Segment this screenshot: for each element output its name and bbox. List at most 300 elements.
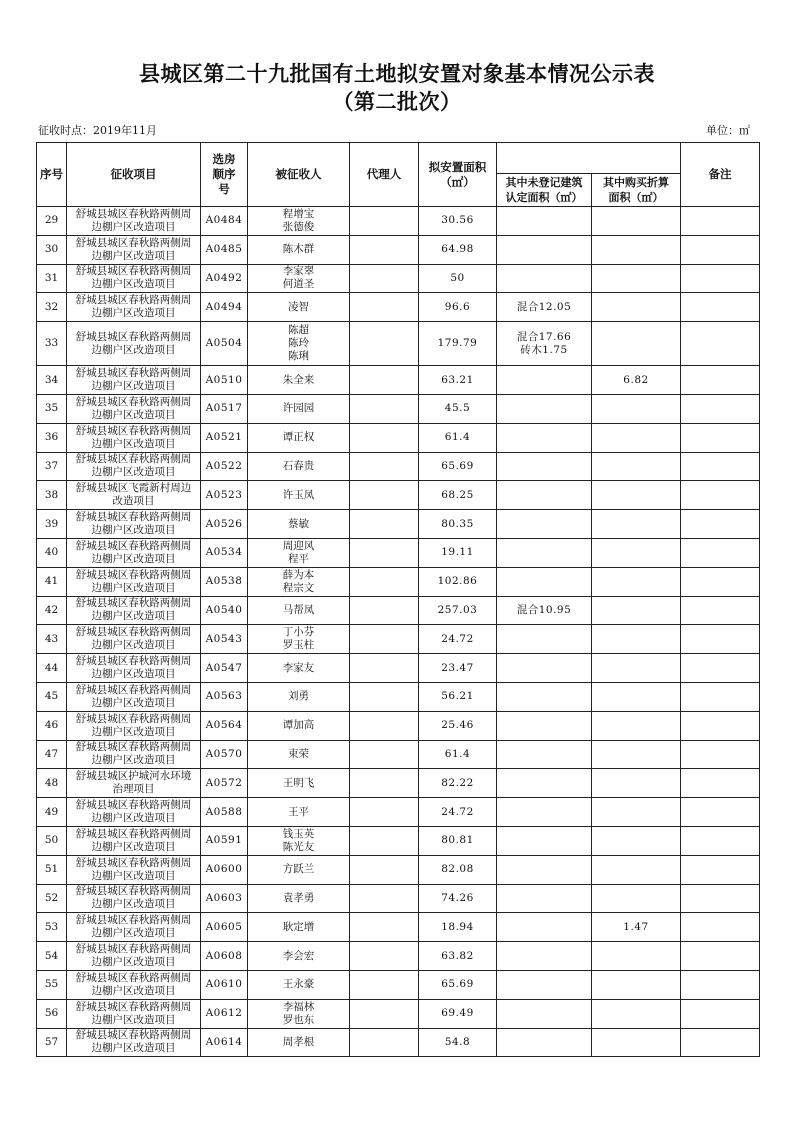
project-line: 舒城县城区护城河水环境 bbox=[75, 770, 192, 783]
cell-unregistered bbox=[497, 596, 592, 625]
cell-room-no: A0492 bbox=[201, 264, 248, 293]
project-line: 舒城县城区飞霞新村周边 bbox=[75, 482, 192, 495]
cell-remark bbox=[681, 970, 760, 999]
cell-unregistered bbox=[497, 913, 592, 942]
table-row bbox=[37, 567, 760, 596]
cell-area: 50 bbox=[419, 264, 497, 293]
project-line: 治理项目 bbox=[112, 783, 155, 796]
cell-room-no: A0588 bbox=[201, 798, 248, 827]
cell-project bbox=[67, 682, 201, 711]
cell-project bbox=[67, 884, 201, 913]
cell-purchase bbox=[592, 682, 681, 711]
table-row bbox=[37, 538, 760, 567]
cell-agent bbox=[350, 942, 419, 971]
cell-person bbox=[248, 913, 350, 942]
cell-area: 24.72 bbox=[419, 798, 497, 827]
cell-project bbox=[67, 207, 201, 236]
cell-agent bbox=[350, 394, 419, 423]
header-agent: 代理人 bbox=[350, 143, 419, 207]
project-line: 改造项目 bbox=[112, 495, 155, 508]
table-row bbox=[37, 740, 760, 769]
unit-label: 单位：㎡ bbox=[706, 124, 750, 137]
cell-room-no: A0538 bbox=[201, 567, 248, 596]
cell-person bbox=[248, 1028, 350, 1057]
cell-project bbox=[67, 510, 201, 539]
person-name: 许园园 bbox=[282, 402, 315, 415]
table-row bbox=[37, 394, 760, 423]
person-name: 石春贵 bbox=[282, 459, 315, 472]
page-subtitle: （第二批次） bbox=[332, 89, 462, 114]
project-line: 舒城县城区春秋路两侧周 bbox=[75, 683, 192, 696]
cell-room-no: A0547 bbox=[201, 654, 248, 683]
header-unregistered: 其中未登记建筑认定面积（㎡） bbox=[497, 174, 592, 207]
cell-seq: 29 bbox=[37, 207, 67, 236]
cell-agent bbox=[350, 855, 419, 884]
cell-room-no: A0485 bbox=[201, 235, 248, 264]
cell-remark bbox=[681, 913, 760, 942]
cell-remark bbox=[681, 481, 760, 510]
cell-seq: 43 bbox=[37, 625, 67, 654]
project-line: 舒城县城区春秋路两侧周 bbox=[75, 741, 192, 754]
cell-unregistered bbox=[497, 711, 592, 740]
cell-unregistered bbox=[497, 682, 592, 711]
cell-purchase bbox=[592, 999, 681, 1028]
header-seq: 序号 bbox=[37, 143, 67, 207]
cell-seq: 41 bbox=[37, 567, 67, 596]
cell-purchase bbox=[592, 452, 681, 481]
project-line: 边棚户区改造项目 bbox=[91, 249, 176, 262]
cell-person bbox=[248, 322, 350, 366]
cell-room-no: A0600 bbox=[201, 855, 248, 884]
cell-unregistered bbox=[497, 625, 592, 654]
cell-agent bbox=[350, 538, 419, 567]
cell-remark bbox=[681, 884, 760, 913]
project-line: 边棚户区改造项目 bbox=[91, 754, 176, 767]
cell-remark bbox=[681, 264, 760, 293]
cell-seq: 34 bbox=[37, 366, 67, 395]
project-line: 边棚户区改造项目 bbox=[91, 869, 176, 882]
cell-room-no: A0572 bbox=[201, 769, 248, 798]
cell-room-no: A0521 bbox=[201, 423, 248, 452]
person-name: 马帮凤 bbox=[282, 603, 315, 616]
project-line: 边棚户区改造项目 bbox=[91, 437, 176, 450]
project-line: 舒城县城区春秋路两侧周 bbox=[75, 1029, 192, 1042]
cell-purchase: 1.47 bbox=[592, 913, 681, 942]
cell-person bbox=[248, 711, 350, 740]
project-line: 舒城县城区春秋路两侧周 bbox=[75, 914, 192, 927]
cell-project bbox=[67, 235, 201, 264]
project-line: 舒城县城区春秋路两侧周 bbox=[75, 395, 192, 408]
cell-project bbox=[67, 1028, 201, 1057]
cell-remark bbox=[681, 366, 760, 395]
cell-remark bbox=[681, 322, 760, 366]
person-name: 谭加高 bbox=[282, 719, 315, 732]
table-row bbox=[37, 1028, 760, 1057]
cell-remark bbox=[681, 855, 760, 884]
cell-agent bbox=[350, 322, 419, 366]
cell-remark bbox=[681, 596, 760, 625]
cell-person bbox=[248, 826, 350, 855]
cell-area: 82.08 bbox=[419, 855, 497, 884]
cell-project bbox=[67, 942, 201, 971]
cell-seq: 52 bbox=[37, 884, 67, 913]
table-row bbox=[37, 769, 760, 798]
cell-agent bbox=[350, 884, 419, 913]
header-remark: 备注 bbox=[681, 143, 760, 207]
table-row bbox=[37, 481, 760, 510]
person-name: 丁小芬 bbox=[282, 626, 315, 639]
cell-unregistered bbox=[497, 826, 592, 855]
cell-area: 18.94 bbox=[419, 913, 497, 942]
cell-project bbox=[67, 740, 201, 769]
cell-remark bbox=[681, 826, 760, 855]
project-line: 边棚户区改造项目 bbox=[91, 466, 176, 479]
header-blank bbox=[497, 143, 681, 174]
cell-room-no: A0526 bbox=[201, 510, 248, 539]
project-line: 边棚户区改造项目 bbox=[91, 812, 176, 825]
cell-person bbox=[248, 452, 350, 481]
cell-seq: 42 bbox=[37, 596, 67, 625]
cell-unregistered bbox=[497, 293, 592, 322]
table-row bbox=[37, 855, 760, 884]
cell-agent bbox=[350, 682, 419, 711]
cell-remark bbox=[681, 625, 760, 654]
cell-area: 54.8 bbox=[419, 1028, 497, 1057]
table-row bbox=[37, 798, 760, 827]
cell-unregistered bbox=[497, 538, 592, 567]
person-name: 耿定增 bbox=[282, 920, 315, 933]
cell-room-no: A0612 bbox=[201, 999, 248, 1028]
cell-room-no: A0494 bbox=[201, 293, 248, 322]
cell-remark bbox=[681, 235, 760, 264]
project-line: 边棚户区改造项目 bbox=[91, 927, 176, 940]
project-line: 边棚户区改造项目 bbox=[91, 610, 176, 623]
cell-unregistered bbox=[497, 1028, 592, 1057]
person-name: 陈木群 bbox=[282, 243, 315, 256]
cell-area: 64.98 bbox=[419, 235, 497, 264]
cell-agent bbox=[350, 481, 419, 510]
person-name: 陈玲 bbox=[288, 337, 309, 350]
cell-seq: 44 bbox=[37, 654, 67, 683]
person-name: 张德俊 bbox=[282, 220, 315, 233]
table-row bbox=[37, 625, 760, 654]
cell-room-no: A0504 bbox=[201, 322, 248, 366]
project-line: 舒城县城区春秋路两侧周 bbox=[75, 943, 192, 956]
cell-remark bbox=[681, 769, 760, 798]
cell-room-no: A0614 bbox=[201, 1028, 248, 1057]
cell-area: 82.22 bbox=[419, 769, 497, 798]
cell-area: 102.86 bbox=[419, 567, 497, 596]
project-line: 边棚户区改造项目 bbox=[91, 725, 176, 738]
cell-remark bbox=[681, 567, 760, 596]
table-row bbox=[37, 264, 760, 293]
project-line: 舒城县城区春秋路两侧周 bbox=[75, 1000, 192, 1013]
cell-area: 96.6 bbox=[419, 293, 497, 322]
person-name: 袁孝勇 bbox=[282, 891, 315, 904]
project-line: 边棚户区改造项目 bbox=[91, 380, 176, 393]
cell-purchase bbox=[592, 235, 681, 264]
cell-purchase bbox=[592, 798, 681, 827]
cell-agent bbox=[350, 913, 419, 942]
cell-person bbox=[248, 884, 350, 913]
cell-remark bbox=[681, 538, 760, 567]
cell-seq: 38 bbox=[37, 481, 67, 510]
project-line: 边棚户区改造项目 bbox=[91, 408, 176, 421]
cell-project bbox=[67, 452, 201, 481]
cell-area: 68.25 bbox=[419, 481, 497, 510]
person-name: 程平 bbox=[288, 552, 309, 565]
cell-agent bbox=[350, 293, 419, 322]
cell-project bbox=[67, 481, 201, 510]
cell-purchase bbox=[592, 423, 681, 452]
table-row bbox=[37, 452, 760, 481]
person-name: 薛为本 bbox=[282, 568, 315, 581]
table-body bbox=[37, 207, 760, 1057]
cell-agent bbox=[350, 264, 419, 293]
cell-area: 257.03 bbox=[419, 596, 497, 625]
cell-seq: 54 bbox=[37, 942, 67, 971]
cell-purchase bbox=[592, 625, 681, 654]
cell-purchase bbox=[592, 293, 681, 322]
cell-area: 45.5 bbox=[419, 394, 497, 423]
cell-unregistered bbox=[497, 567, 592, 596]
person-name: 李福林 bbox=[282, 1000, 315, 1013]
project-line: 舒城县城区春秋路两侧周 bbox=[75, 207, 192, 220]
cell-remark bbox=[681, 682, 760, 711]
cell-seq: 31 bbox=[37, 264, 67, 293]
cell-agent bbox=[350, 740, 419, 769]
cell-purchase bbox=[592, 264, 681, 293]
project-line: 边棚户区改造项目 bbox=[91, 581, 176, 594]
cell-seq: 55 bbox=[37, 970, 67, 999]
person-name: 罗玉柱 bbox=[282, 639, 315, 652]
project-line: 边棚户区改造项目 bbox=[91, 524, 176, 537]
cell-room-no: A0605 bbox=[201, 913, 248, 942]
cell-purchase bbox=[592, 596, 681, 625]
cell-seq: 39 bbox=[37, 510, 67, 539]
table-row bbox=[37, 207, 760, 236]
cell-agent bbox=[350, 596, 419, 625]
person-name: 许玉凤 bbox=[282, 488, 315, 501]
cell-agent bbox=[350, 970, 419, 999]
cell-person bbox=[248, 207, 350, 236]
cell-seq: 51 bbox=[37, 855, 67, 884]
cell-remark bbox=[681, 654, 760, 683]
header-room-no: 选房顺序号 bbox=[201, 143, 248, 207]
unregistered-line: 砖木1.75 bbox=[520, 343, 568, 356]
cell-project bbox=[67, 654, 201, 683]
project-line: 舒城县城区春秋路两侧周 bbox=[75, 856, 192, 869]
cell-agent bbox=[350, 366, 419, 395]
cell-area: 61.4 bbox=[419, 423, 497, 452]
person-name: 程增宝 bbox=[282, 207, 315, 220]
cell-area: 69.49 bbox=[419, 999, 497, 1028]
table-row bbox=[37, 596, 760, 625]
project-line: 舒城县城区春秋路两侧周 bbox=[75, 655, 192, 668]
cell-seq: 35 bbox=[37, 394, 67, 423]
cell-purchase bbox=[592, 884, 681, 913]
cell-person bbox=[248, 682, 350, 711]
cell-room-no: A0564 bbox=[201, 711, 248, 740]
cell-purchase bbox=[592, 769, 681, 798]
cell-project bbox=[67, 769, 201, 798]
cell-remark bbox=[681, 423, 760, 452]
cell-agent bbox=[350, 798, 419, 827]
cell-person bbox=[248, 510, 350, 539]
cell-area: 25.46 bbox=[419, 711, 497, 740]
header-project: 征收项目 bbox=[67, 143, 201, 207]
person-name: 谭正权 bbox=[282, 431, 315, 444]
cell-project bbox=[67, 366, 201, 395]
cell-agent bbox=[350, 567, 419, 596]
cell-project bbox=[67, 394, 201, 423]
cell-project bbox=[67, 567, 201, 596]
project-line: 边棚户区改造项目 bbox=[91, 840, 176, 853]
table-row bbox=[37, 293, 760, 322]
cell-unregistered bbox=[497, 235, 592, 264]
cell-project bbox=[67, 711, 201, 740]
project-line: 舒城县城区春秋路两侧周 bbox=[75, 424, 192, 437]
project-line: 边棚户区改造项目 bbox=[91, 984, 176, 997]
cell-seq: 49 bbox=[37, 798, 67, 827]
project-line: 边棚户区改造项目 bbox=[91, 343, 176, 356]
cell-unregistered bbox=[497, 481, 592, 510]
cell-seq: 50 bbox=[37, 826, 67, 855]
cell-unregistered bbox=[497, 394, 592, 423]
cell-seq: 36 bbox=[37, 423, 67, 452]
cell-person bbox=[248, 740, 350, 769]
cell-person bbox=[248, 394, 350, 423]
cell-room-no: A0570 bbox=[201, 740, 248, 769]
cell-person bbox=[248, 481, 350, 510]
project-line: 舒城县城区春秋路两侧周 bbox=[75, 568, 192, 581]
cell-person bbox=[248, 999, 350, 1028]
cell-unregistered bbox=[497, 366, 592, 395]
cell-room-no: A0510 bbox=[201, 366, 248, 395]
cell-purchase: 6.82 bbox=[592, 366, 681, 395]
cell-seq: 32 bbox=[37, 293, 67, 322]
cell-purchase bbox=[592, 1028, 681, 1057]
cell-room-no: A0484 bbox=[201, 207, 248, 236]
table-row bbox=[37, 510, 760, 539]
project-line: 舒城县城区春秋路两侧周 bbox=[75, 885, 192, 898]
cell-person bbox=[248, 769, 350, 798]
cell-purchase bbox=[592, 970, 681, 999]
cell-unregistered bbox=[497, 740, 592, 769]
header-purchase: 其中购买折算面积（㎡） bbox=[592, 174, 681, 207]
cell-project bbox=[67, 999, 201, 1028]
cell-remark bbox=[681, 452, 760, 481]
cell-agent bbox=[350, 452, 419, 481]
cell-agent bbox=[350, 769, 419, 798]
cell-purchase bbox=[592, 481, 681, 510]
cell-purchase bbox=[592, 826, 681, 855]
cell-project bbox=[67, 855, 201, 884]
project-line: 舒城县城区春秋路两侧周 bbox=[75, 330, 192, 343]
cell-area: 179.79 bbox=[419, 322, 497, 366]
person-name: 朱全来 bbox=[282, 373, 315, 386]
cell-project bbox=[67, 596, 201, 625]
table-row bbox=[37, 913, 760, 942]
cell-person bbox=[248, 567, 350, 596]
unregistered-line: 混合10.95 bbox=[516, 603, 572, 616]
person-name: 陈超 bbox=[288, 324, 309, 337]
cell-seq: 57 bbox=[37, 1028, 67, 1057]
cell-project bbox=[67, 913, 201, 942]
table-row bbox=[37, 423, 760, 452]
collect-time: 征收时点：2019年11月 bbox=[38, 124, 157, 137]
person-name: 陈光友 bbox=[282, 840, 315, 853]
cell-project bbox=[67, 538, 201, 567]
project-line: 舒城县城区春秋路两侧周 bbox=[75, 827, 192, 840]
project-line: 边棚户区改造项目 bbox=[91, 278, 176, 291]
project-line: 舒城县城区春秋路两侧周 bbox=[75, 626, 192, 639]
cell-room-no: A0517 bbox=[201, 394, 248, 423]
project-line: 舒城县城区春秋路两侧周 bbox=[75, 539, 192, 552]
project-line: 边棚户区改造项目 bbox=[91, 898, 176, 911]
cell-unregistered bbox=[497, 322, 592, 366]
cell-unregistered bbox=[497, 452, 592, 481]
cell-person bbox=[248, 625, 350, 654]
person-name: 王永豪 bbox=[282, 978, 315, 991]
cell-unregistered bbox=[497, 999, 592, 1028]
project-line: 舒城县城区春秋路两侧周 bbox=[75, 511, 192, 524]
cell-agent bbox=[350, 423, 419, 452]
cell-purchase bbox=[592, 567, 681, 596]
cell-purchase bbox=[592, 942, 681, 971]
cell-person bbox=[248, 942, 350, 971]
cell-unregistered bbox=[497, 970, 592, 999]
cell-unregistered bbox=[497, 423, 592, 452]
table-row bbox=[37, 711, 760, 740]
cell-remark bbox=[681, 740, 760, 769]
person-name: 李会宏 bbox=[282, 949, 315, 962]
cell-seq: 46 bbox=[37, 711, 67, 740]
table-row bbox=[37, 884, 760, 913]
cell-person bbox=[248, 264, 350, 293]
cell-unregistered bbox=[497, 264, 592, 293]
table-row bbox=[37, 235, 760, 264]
cell-area: 80.81 bbox=[419, 826, 497, 855]
person-name: 李家友 bbox=[282, 661, 315, 674]
cell-person bbox=[248, 293, 350, 322]
project-line: 边棚户区改造项目 bbox=[91, 552, 176, 565]
project-line: 舒城县城区春秋路两侧周 bbox=[75, 265, 192, 278]
person-name: 刘勇 bbox=[288, 690, 309, 703]
cell-seq: 33 bbox=[37, 322, 67, 366]
person-name: 蔡敏 bbox=[288, 517, 309, 530]
cell-purchase bbox=[592, 322, 681, 366]
cell-remark bbox=[681, 394, 760, 423]
cell-seq: 48 bbox=[37, 769, 67, 798]
project-line: 边棚户区改造项目 bbox=[91, 307, 176, 320]
cell-area: 23.47 bbox=[419, 654, 497, 683]
person-name: 何道圣 bbox=[282, 278, 315, 291]
cell-project bbox=[67, 798, 201, 827]
cell-area: 30.56 bbox=[419, 207, 497, 236]
page-title: 县城区第二十九批国有土地拟安置对象基本情况公示表 bbox=[139, 61, 655, 86]
cell-person bbox=[248, 798, 350, 827]
cell-person bbox=[248, 596, 350, 625]
cell-person bbox=[248, 423, 350, 452]
cell-purchase bbox=[592, 855, 681, 884]
project-line: 边棚户区改造项目 bbox=[91, 220, 176, 233]
project-line: 边棚户区改造项目 bbox=[91, 1042, 176, 1055]
cell-purchase bbox=[592, 740, 681, 769]
cell-agent bbox=[350, 207, 419, 236]
cell-remark bbox=[681, 1028, 760, 1057]
table-row bbox=[37, 942, 760, 971]
